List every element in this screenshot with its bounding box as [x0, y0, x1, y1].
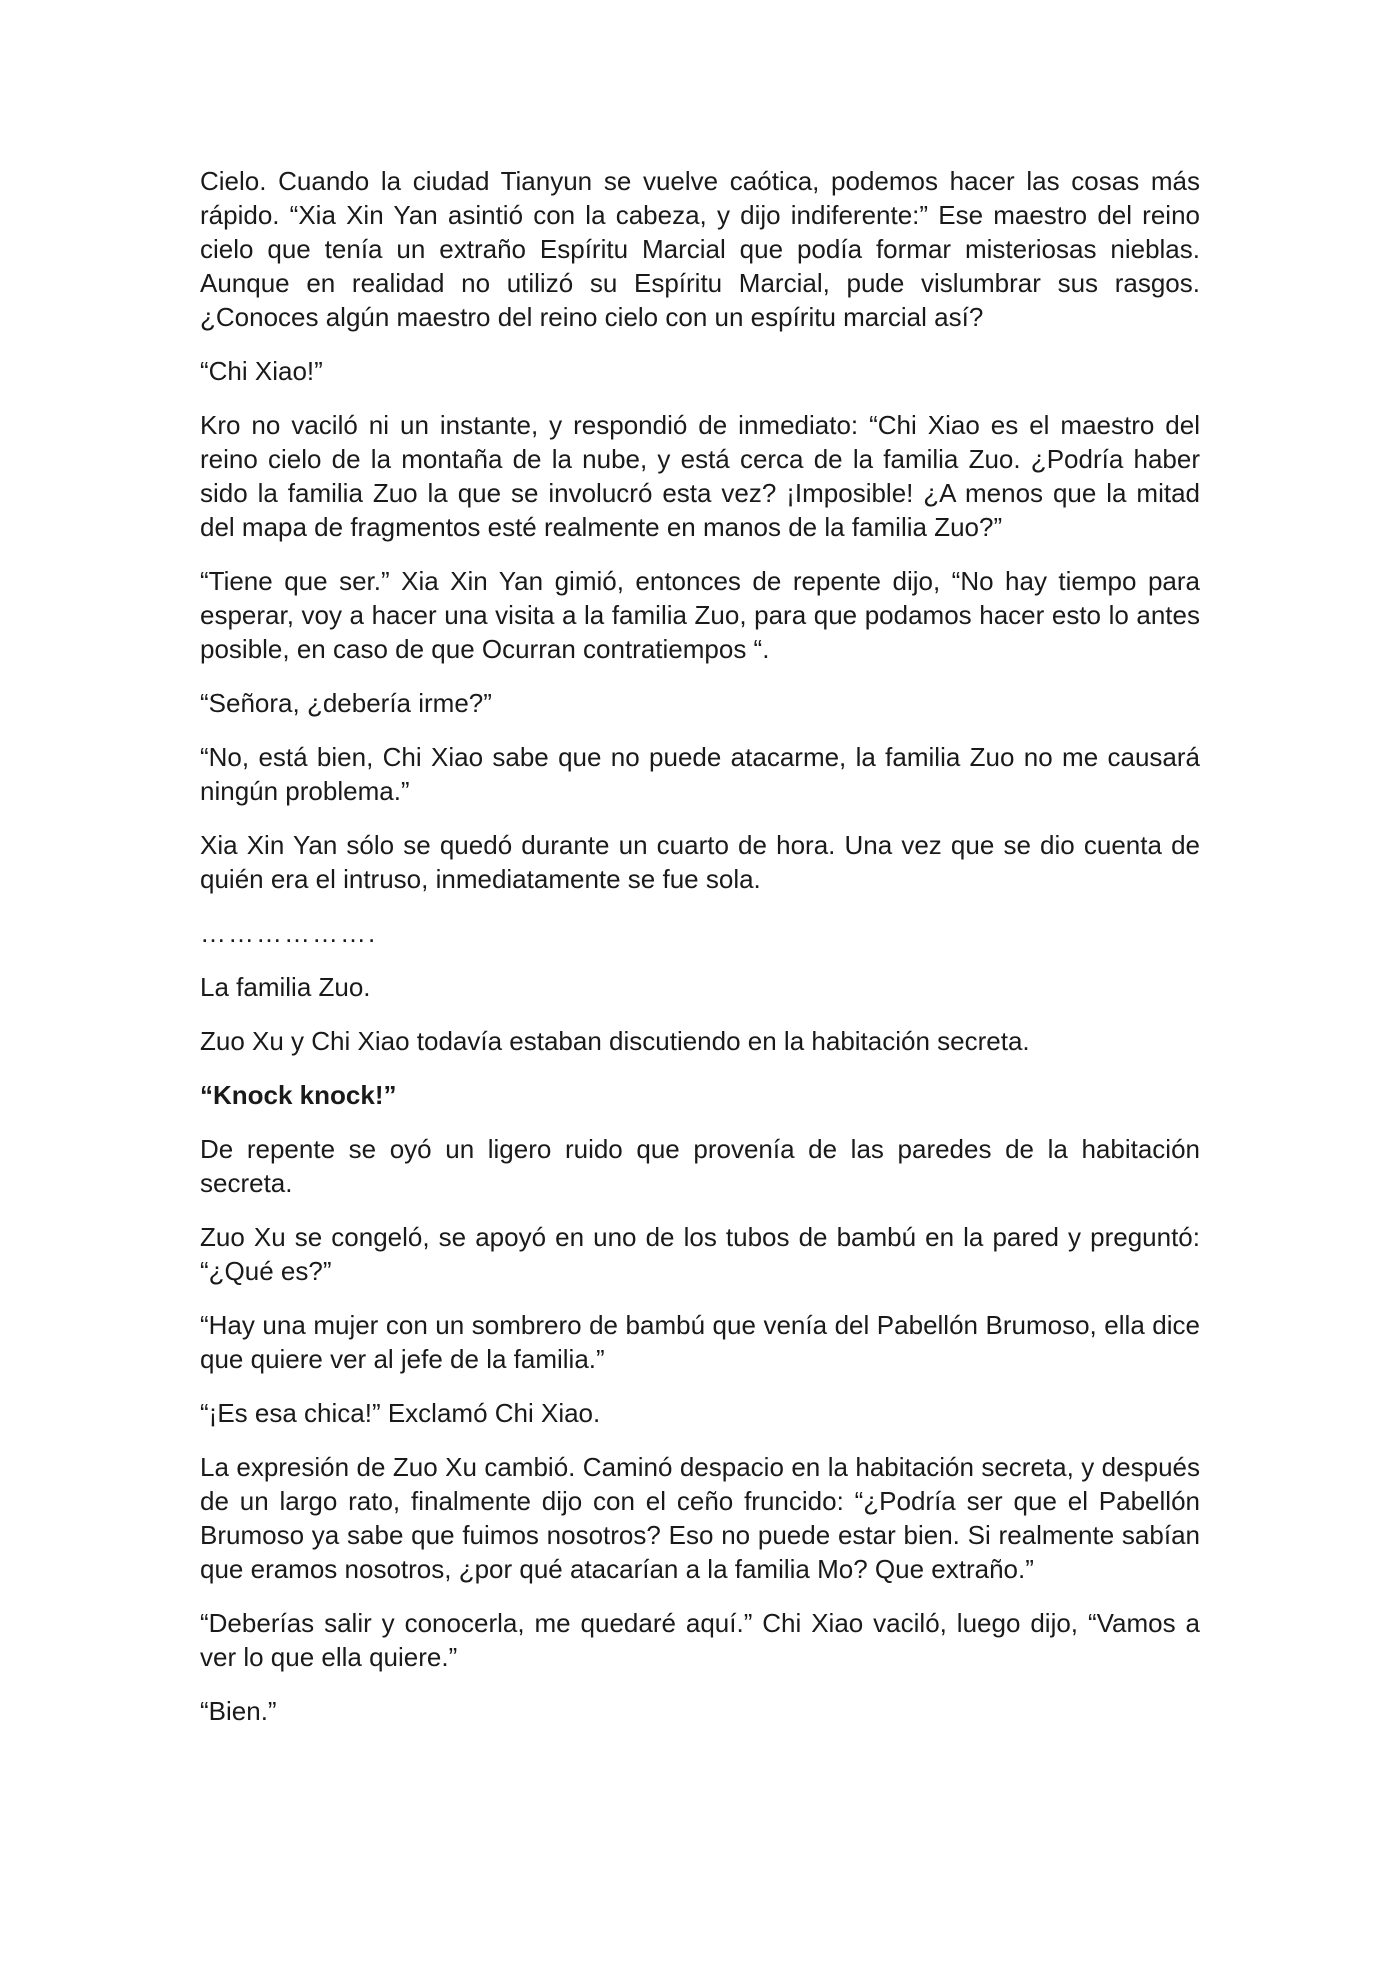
scene-break: ………………. [200, 918, 378, 948]
paragraph: Zuo Xu se congeló, se apoyó en uno de los tubos de bambú en la pared y preguntó: “¿Qué es?” [200, 1222, 1200, 1286]
paragraph: “Deberías salir y conocerla, me quedaré aquí.” Chi Xiao vaciló, luego dijo, “Vamos a ver lo que ella quiere.” [200, 1608, 1200, 1672]
paragraph: “¡Es esa chica!” Exclamó Chi Xiao. [200, 1398, 601, 1428]
paragraph: Zuo Xu y Chi Xiao todavía estaban discutiendo en la habitación secreta. [200, 1026, 1030, 1056]
paragraph: “Señora, ¿debería irme?” [200, 688, 492, 718]
sound-effect: “Knock knock!” [200, 1080, 397, 1110]
paragraph: “Bien.” [200, 1696, 277, 1726]
paragraph: “Chi Xiao!” [200, 356, 323, 386]
paragraph: Cielo. Cuando la ciudad Tianyun se vuelve caótica, podemos hacer las cosas más rápido. “Xia Xin Yan asintió con la cabeza, y dijo indiferente:” Ese maestro del reino cielo que tenía un extraño Espíritu Marcial que podía formar misteriosas nieblas. Aunque en realidad no utilizó su Espíritu Marcial, pude vislumbrar sus rasgos. ¿Conoces algún maestro del reino cielo con un espíritu marcial así? [200, 166, 1200, 332]
paragraph: La expresión de Zuo Xu cambió. Caminó despacio en la habitación secreta, y después de un largo rato, finalmente dijo con el ceño fruncido: “¿Podría ser que el Pabellón Brumoso ya sabe que fuimos nosotros? Eso no puede estar bien. Si realmente sabían que eramos nosotros, ¿por qué atacarían a la familia Mo? Que extraño.” [200, 1452, 1200, 1584]
paragraph: “Hay una mujer con un sombrero de bambú que venía del Pabellón Brumoso, ella dice que quiere ver al jefe de la familia.” [200, 1310, 1200, 1374]
paragraph: “Tiene que ser.” Xia Xin Yan gimió, entonces de repente dijo, “No hay tiempo para esperar, voy a hacer una visita a la familia Zuo, para que podamos hacer esto lo antes posible, en caso de que Ocurran contratiempos “. [200, 566, 1200, 664]
body-text [200, 164, 1200, 1748]
paragraph: “No, está bien, Chi Xiao sabe que no puede atacarme, la familia Zuo no me causará ningún problema.” [200, 742, 1200, 806]
paragraph: Xia Xin Yan sólo se quedó durante un cuarto de hora. Una vez que se dio cuenta de quién era el intruso, inmediatamente se fue sola. [200, 830, 1200, 894]
paragraph: De repente se oyó un ligero ruido que provenía de las paredes de la habitación secreta. [200, 1134, 1200, 1198]
paragraph: La familia Zuo. [200, 972, 371, 1002]
paragraph: Kro no vaciló ni un instante, y respondió de inmediato: “Chi Xiao es el maestro del reino cielo de la montaña de la nube, y está cerca de la familia Zuo. ¿Podría haber sido la familia Zuo la que se involucró esta vez? ¡Imposible! ¿A menos que la mitad del mapa de fragmentos esté realmente en manos de la familia Zuo?” [200, 410, 1200, 542]
